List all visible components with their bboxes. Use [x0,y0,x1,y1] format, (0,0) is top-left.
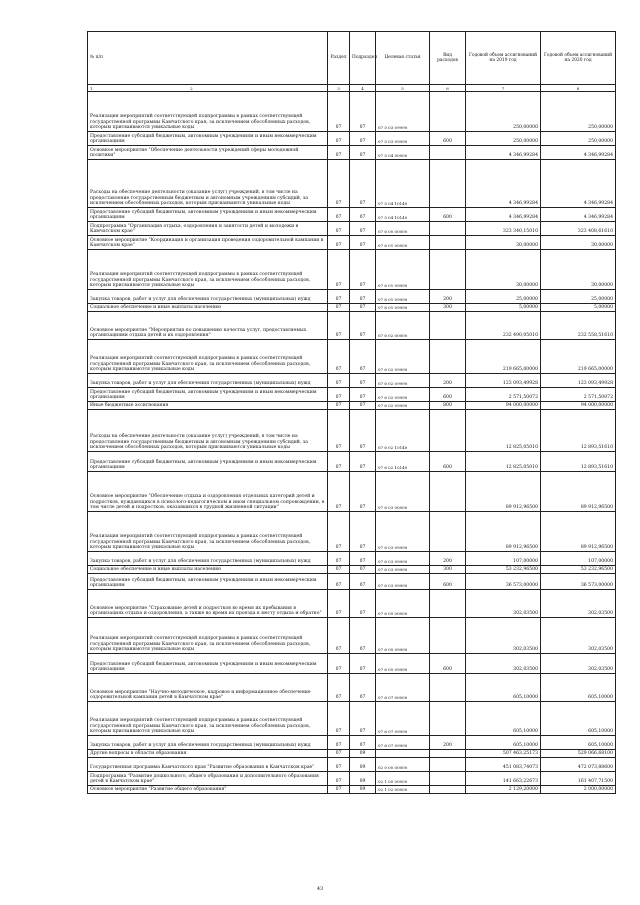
row-expense-kind [430,236,466,250]
table-header-row [88,32,616,85]
budget-table [87,31,616,794]
row-section: 07 [328,452,350,472]
row-amount-2020: 4 346,99284 [541,160,616,208]
row-section: 07 [328,290,350,304]
row-amount-2020: 4 346,99284 [541,208,616,222]
row-name: Реализация мероприятий соответствующей подпрограммы в рамках соответствующей государственной программы Камчатского края, за исключением обособленных расходов, которым присваиваются уникальные коды [88,512,328,552]
row-subsection: 07 [350,618,376,654]
table-row [88,388,616,402]
row-section: 07 [328,236,350,250]
row-section: 07 [328,160,350,208]
row-amount-2020: 12 893,51610 [541,410,616,452]
row-target-article: 07 6 07 09990 [376,736,430,750]
row-target-article: 07 6 07 00000 [376,674,430,702]
row-name: Другие вопросы в области образования [88,750,328,758]
row-amount-2019: 141 663,22673 [466,772,541,786]
table-row [88,512,616,552]
row-subsection: 07 [350,654,376,674]
row-amount-2019: 123 093,49928 [466,374,541,388]
row-expense-kind [430,250,466,290]
row-section: 07 [328,786,350,794]
row-amount-2020: 94 000,00000 [541,402,616,410]
row-target-article: 07 6 02 10140 [376,452,430,472]
row-expense-kind: 200 [430,374,466,388]
row-expense-kind: 200 [430,552,466,566]
row-expense-kind [430,618,466,654]
table-row [88,674,616,702]
row-target-article: 07 6 03 09990 [376,512,430,552]
row-amount-2019: 94 000,00000 [466,402,541,410]
row-subsection: 07 [350,340,376,374]
row-amount-2020: 123 093,49928 [541,374,616,388]
row-expense-kind: 600 [430,452,466,472]
row-amount-2019: 323 340,15010 [466,222,541,236]
row-target-article: 07 6 05 09990 [376,618,430,654]
row-target-article: 07 6 01 00000 [376,236,430,250]
row-amount-2019: 89 912,96500 [466,512,541,552]
row-name: Предоставление субсидий бюджетным, автономным учреждениям и иным некоммерческим организациям [88,574,328,590]
row-amount-2019: 2 129,20000 [466,786,541,794]
row-subsection: 07 [350,702,376,736]
row-name: Социальное обеспечение и иные выплаты населению [88,304,328,312]
row-name: Реализация мероприятий соответствующей подпрограммы в рамках соответствующей государственной программы Камчатского края, за исключением обособленных расходов, которым присваиваются уникальные коды [88,250,328,290]
row-name: Расходы на обеспечение деятельности (оказание услуг) учреждений, в том числе на предоставление государственным бюджетным и автономным учреждениям субсидий, за исключением обособленных расходов, которым присваиваются уникальные коды [88,410,328,452]
row-subsection: 09 [350,750,376,758]
row-name: Предоставление субсидий бюджетным, автономным учреждениям и иным некоммерческим организациям [88,208,328,222]
row-section: 07 [328,312,350,340]
row-amount-2020: 605,10000 [541,674,616,702]
column-number: 3 [328,85,350,92]
table-row [88,402,616,410]
row-target-article: 07 6 01 09990 [376,250,430,290]
row-expense-kind [430,160,466,208]
row-target-article: 02 1 02 00000 [376,786,430,794]
table-row [88,250,616,290]
row-section: 07 [328,674,350,702]
row-amount-2019: 25,00000 [466,290,541,304]
row-amount-2020: 323 408,61610 [541,222,616,236]
header-target-article: Целевая статья [376,32,430,85]
row-name: Предоставление субсидий бюджетным, автономным учреждениям и иным некоммерческим организациям [88,388,328,402]
row-amount-2020: 4 346,99284 [541,146,616,160]
row-amount-2020: 53 232,96500 [541,566,616,574]
row-section: 07 [328,736,350,750]
row-amount-2020: 232 558,51610 [541,312,616,340]
column-number: 1 2 [88,85,328,92]
row-section: 07 [328,758,350,772]
row-amount-2020: 107,00000 [541,552,616,566]
table-row [88,654,616,674]
row-section: 07 [328,512,350,552]
header-section: Раздел [328,32,350,85]
row-section: 07 [328,472,350,512]
row-amount-2019: 302,03500 [466,590,541,618]
row-name: Подпрограмма "Организация отдыха, оздоровления и занятости детей и молодежи в Камчатском крае" [88,222,328,236]
row-expense-kind [430,590,466,618]
row-section: 07 [328,340,350,374]
row-expense-kind [430,312,466,340]
row-section: 07 [328,132,350,146]
header-amount-2019: Годовой объем ассигнований на 2019 год [466,32,541,85]
row-subsection: 07 [350,552,376,566]
row-amount-2019: 30,00000 [466,250,541,290]
row-amount-2019: 4 346,99284 [466,160,541,208]
table-row [88,736,616,750]
row-amount-2019: 89 912,96500 [466,472,541,512]
table-row [88,374,616,388]
table-row [88,750,616,758]
column-number: 8 [541,85,616,92]
row-expense-kind [430,702,466,736]
table-row [88,566,616,574]
row-section: 07 [328,618,350,654]
row-amount-2019: 250,00000 [466,92,541,132]
row-subsection: 07 [350,566,376,574]
row-name: Основное мероприятие "Мероприятия по повышению качества услуг, предоставляемых организациями отдыха детей и их оздоровления" [88,312,328,340]
row-section: 07 [328,574,350,590]
row-section: 07 [328,146,350,160]
row-name: Основное мероприятие "Обеспечение отдыха и оздоровления отдельных категорий детей и подростков, нуждающихся в психолого-педагогическом и ином специальном сопровождении, в том числе детей и подростков, оказавшихся в трудной жизненной ситуации" [88,472,328,512]
row-name: Реализация мероприятий соответствующей подпрограммы в рамках соответствующей государственной программы Камчатского края, за исключением обособленных расходов, которым присваиваются уникальные коды [88,618,328,654]
row-amount-2019: 12 825,05010 [466,452,541,472]
table-row [88,574,616,590]
table-row [88,410,616,452]
row-section: 07 [328,410,350,452]
row-subsection: 07 [350,402,376,410]
table-row [88,304,616,312]
page-number: 43 [316,886,324,892]
row-subsection: 07 [350,574,376,590]
row-name: Реализация мероприятий соответствующей подпрограммы в рамках соответствующей государственной программы Камчатского края, за исключением обособленных расходов, которым присваиваются уникальные коды [88,340,328,374]
header-subsection: Подраздел [350,32,376,85]
row-amount-2020: 302,03500 [541,618,616,654]
row-target-article: 07 6 02 10140 [376,410,430,452]
table-body [88,92,616,794]
row-expense-kind [430,512,466,552]
row-target-article: 07 5 04 00000 [376,146,430,160]
row-section: 07 [328,208,350,222]
column-number: 4 [350,85,376,92]
row-target-article: 07 6 03 09990 [376,574,430,590]
table-row [88,290,616,304]
row-amount-2019: 302,03500 [466,618,541,654]
header-row-number: № п/п [90,55,103,61]
row-amount-2020: 605,10000 [541,702,616,736]
row-amount-2020: 302,03500 [541,654,616,674]
row-amount-2020: 36 573,00000 [541,574,616,590]
row-section: 07 [328,388,350,402]
row-subsection: 07 [350,374,376,388]
row-expense-kind [430,750,466,758]
row-section: 07 [328,92,350,132]
row-section: 07 [328,654,350,674]
row-amount-2019: 302,03500 [466,654,541,674]
row-name: Предоставление субсидий бюджетным, автономным учреждениям и иным некоммерческим организациям [88,452,328,472]
header-amount-2020: Годовой объем ассигнований на 2020 год [541,32,616,85]
row-target-article: 07 5 03 09990 [376,92,430,132]
header-name [88,32,328,85]
row-target-article: 02 1 00 00000 [376,772,430,786]
column-number: 7 [466,85,541,92]
row-target-article: 07 5 04 10140 [376,208,430,222]
row-target-article: 07 6 03 09990 [376,552,430,566]
row-name: Закупка товаров, работ и услуг для обеспечения государственных (муниципальных) нужд [88,374,328,388]
row-amount-2019: 53 232,96500 [466,566,541,574]
row-subsection: 07 [350,160,376,208]
row-expense-kind: 600 [430,574,466,590]
table-row [88,146,616,160]
row-target-article: 07 6 07 09990 [376,702,430,736]
row-subsection: 07 [350,250,376,290]
row-expense-kind: 300 [430,566,466,574]
row-amount-2020: 25,00000 [541,290,616,304]
table-row [88,452,616,472]
row-subsection: 07 [350,92,376,132]
row-section: 07 [328,304,350,312]
table-row [88,92,616,132]
header-expense-kind: Вид расходов [430,32,466,85]
row-amount-2020: 250,00000 [541,132,616,146]
row-amount-2019: 605,10000 [466,702,541,736]
row-expense-kind: 600 [430,654,466,674]
row-expense-kind: 200 [430,290,466,304]
table-row [88,222,616,236]
row-amount-2019: 4 346,99284 [466,146,541,160]
row-name: Реализация мероприятий соответствующей подпрограммы в рамках соответствующей государственной программы Камчатского края, за исключением обособленных расходов, которым присваиваются уникальные коды [88,702,328,736]
row-name: Подпрограмма "Развитие дошкольного, общего образования и дополнительного образования детей в Камчатском крае" [88,772,328,786]
row-amount-2020: 30,00000 [541,236,616,250]
row-expense-kind: 800 [430,402,466,410]
row-name: Основное мероприятие "Координация и организация проведения оздоровительной кампании в Камчатском крае" [88,236,328,250]
row-section: 07 [328,772,350,786]
row-amount-2019: 507 463,25173 [466,750,541,758]
row-expense-kind: 200 [430,736,466,750]
row-target-article: 07 6 02 09990 [376,340,430,374]
row-name: Предоставление субсидий бюджетным, автономным учреждениям и иным некоммерческим организациям [88,654,328,674]
row-amount-2020: 12 893,51610 [541,452,616,472]
row-target-article: 07 6 05 09990 [376,654,430,674]
row-amount-2019: 36 573,00000 [466,574,541,590]
row-expense-kind [430,472,466,512]
row-subsection: 07 [350,452,376,472]
row-subsection: 09 [350,772,376,786]
row-amount-2020: 5,00000 [541,304,616,312]
row-name: Основное мероприятие "Развитие общего образования" [88,786,328,794]
row-amount-2020: 302,03500 [541,590,616,618]
row-name: Предоставление субсидий бюджетным, автономным учреждениям и иным некоммерческим организациям [88,132,328,146]
row-subsection: 07 [350,236,376,250]
column-number-row [88,85,616,92]
row-expense-kind [430,772,466,786]
row-amount-2019: 250,00000 [466,132,541,146]
row-name: Закупка товаров, работ и услуг для обеспечения государственных (муниципальных) нужд [88,290,328,304]
row-amount-2019: 5,00000 [466,304,541,312]
table-row [88,472,616,512]
row-target-article: 07 6 02 09990 [376,402,430,410]
row-target-article [376,750,430,758]
row-name: Основное мероприятие "Страхование детей и подростков во время их пребывания в организациях отдыха и оздоровления, а также во время их проезда к месту отдыха и обратно" [88,590,328,618]
row-section: 07 [328,552,350,566]
row-amount-2019: 2 571,50072 [466,388,541,402]
row-name: Реализация мероприятий соответствующей подпрограммы в рамках соответствующей государственной программы Камчатского края, за исключением обособленных расходов, которым присваиваются уникальные коды [88,92,328,132]
row-amount-2020: 605,10000 [541,736,616,750]
row-subsection: 07 [350,304,376,312]
row-target-article: 07 6 02 00000 [376,312,430,340]
table-row [88,208,616,222]
row-amount-2019: 4 346,99284 [466,208,541,222]
row-name: Иные бюджетные ассигнования [88,402,328,410]
row-name: Закупка товаров, работ и услуг для обеспечения государственных (муниципальных) нужд [88,552,328,566]
row-target-article: 07 6 02 09990 [376,388,430,402]
table-row [88,552,616,566]
row-target-article: 07 5 04 10140 [376,160,430,208]
row-target-article: 07 5 03 09990 [376,132,430,146]
row-target-article: 07 6 05 00000 [376,590,430,618]
row-subsection: 07 [350,512,376,552]
row-amount-2019: 30,00000 [466,236,541,250]
row-name: Социальное обеспечение и иные выплаты населению [88,566,328,574]
row-target-article: 07 6 00 00000 [376,222,430,236]
row-expense-kind: 600 [430,208,466,222]
row-expense-kind [430,222,466,236]
row-subsection: 07 [350,208,376,222]
row-amount-2020: 219 665,00000 [541,340,616,374]
row-expense-kind [430,786,466,794]
table-row [88,618,616,654]
row-subsection: 07 [350,132,376,146]
row-expense-kind [430,758,466,772]
row-subsection: 09 [350,758,376,772]
table-row [88,758,616,772]
row-expense-kind [430,410,466,452]
row-amount-2019: 107,00000 [466,552,541,566]
table-row [88,132,616,146]
row-section: 07 [328,250,350,290]
row-subsection: 07 [350,674,376,702]
table-row [88,590,616,618]
row-section: 07 [328,590,350,618]
row-name: Основное мероприятие "Обеспечение деятельности учреждений сферы молодежной политики" [88,146,328,160]
row-target-article: 07 6 02 09990 [376,374,430,388]
row-amount-2019: 232 490,05010 [466,312,541,340]
row-subsection: 07 [350,388,376,402]
row-subsection: 07 [350,222,376,236]
row-amount-2019: 219 665,00000 [466,340,541,374]
table-row [88,160,616,208]
column-number: 6 [430,85,466,92]
row-amount-2020: 2 571,50072 [541,388,616,402]
row-expense-kind [430,674,466,702]
row-section: 07 [328,374,350,388]
table-row [88,340,616,374]
row-subsection: 07 [350,312,376,340]
row-amount-2020: 89 912,96500 [541,472,616,512]
row-section: 07 [328,702,350,736]
row-amount-2019: 451 083,74073 [466,758,541,772]
row-subsection: 07 [350,410,376,452]
table-row [88,236,616,250]
row-subsection: 07 [350,472,376,512]
budget-table-sheet [87,31,615,794]
row-amount-2020: 250,00000 [541,92,616,132]
row-expense-kind: 600 [430,388,466,402]
table-row [88,702,616,736]
row-amount-2020: 161 407,71500 [541,772,616,786]
row-subsection: 07 [350,146,376,160]
row-subsection: 07 [350,290,376,304]
table-row [88,772,616,786]
table-row [88,312,616,340]
row-amount-2020: 529 066,68100 [541,750,616,758]
row-name: Основное мероприятие "Научно-методическое, кадровое и информационное обеспечение оздоровительной кампании детей в Камчатском крае" [88,674,328,702]
row-section: 07 [328,222,350,236]
column-number: 5 [376,85,430,92]
row-expense-kind [430,146,466,160]
row-amount-2019: 12 825,05010 [466,410,541,452]
row-expense-kind [430,92,466,132]
row-name: Закупка товаров, работ и услуг для обеспечения государственных (муниципальных) нужд [88,736,328,750]
row-target-article: 07 6 03 00000 [376,472,430,512]
row-expense-kind: 600 [430,132,466,146]
row-section: 07 [328,750,350,758]
row-subsection: 09 [350,786,376,794]
row-expense-kind [430,340,466,374]
row-target-article: 07 6 01 09990 [376,290,430,304]
row-subsection: 07 [350,736,376,750]
row-amount-2020: 30,00000 [541,250,616,290]
row-name: Государственная программа Камчатского края "Развитие образования в Камчатском крае" [88,758,328,772]
row-amount-2020: 89 912,96500 [541,512,616,552]
row-section: 07 [328,566,350,574]
row-amount-2019: 605,10000 [466,736,541,750]
row-target-article: 07 6 01 09990 [376,304,430,312]
row-amount-2019: 605,10000 [466,674,541,702]
row-amount-2020: 2 000,00000 [541,786,616,794]
row-target-article: 02 0 00 00000 [376,758,430,772]
row-name: Расходы на обеспечение деятельности (оказание услуг) учреждений, в том числе на предоставление государственным бюджетным и автономным учреждениям субсидий, за исключением обособленных расходов, которым присваиваются уникальные коды [88,160,328,208]
row-amount-2020: 472 073,88600 [541,758,616,772]
row-subsection: 07 [350,590,376,618]
table-row [88,786,616,794]
row-target-article: 07 6 03 09990 [376,566,430,574]
row-expense-kind: 300 [430,304,466,312]
row-section: 07 [328,402,350,410]
